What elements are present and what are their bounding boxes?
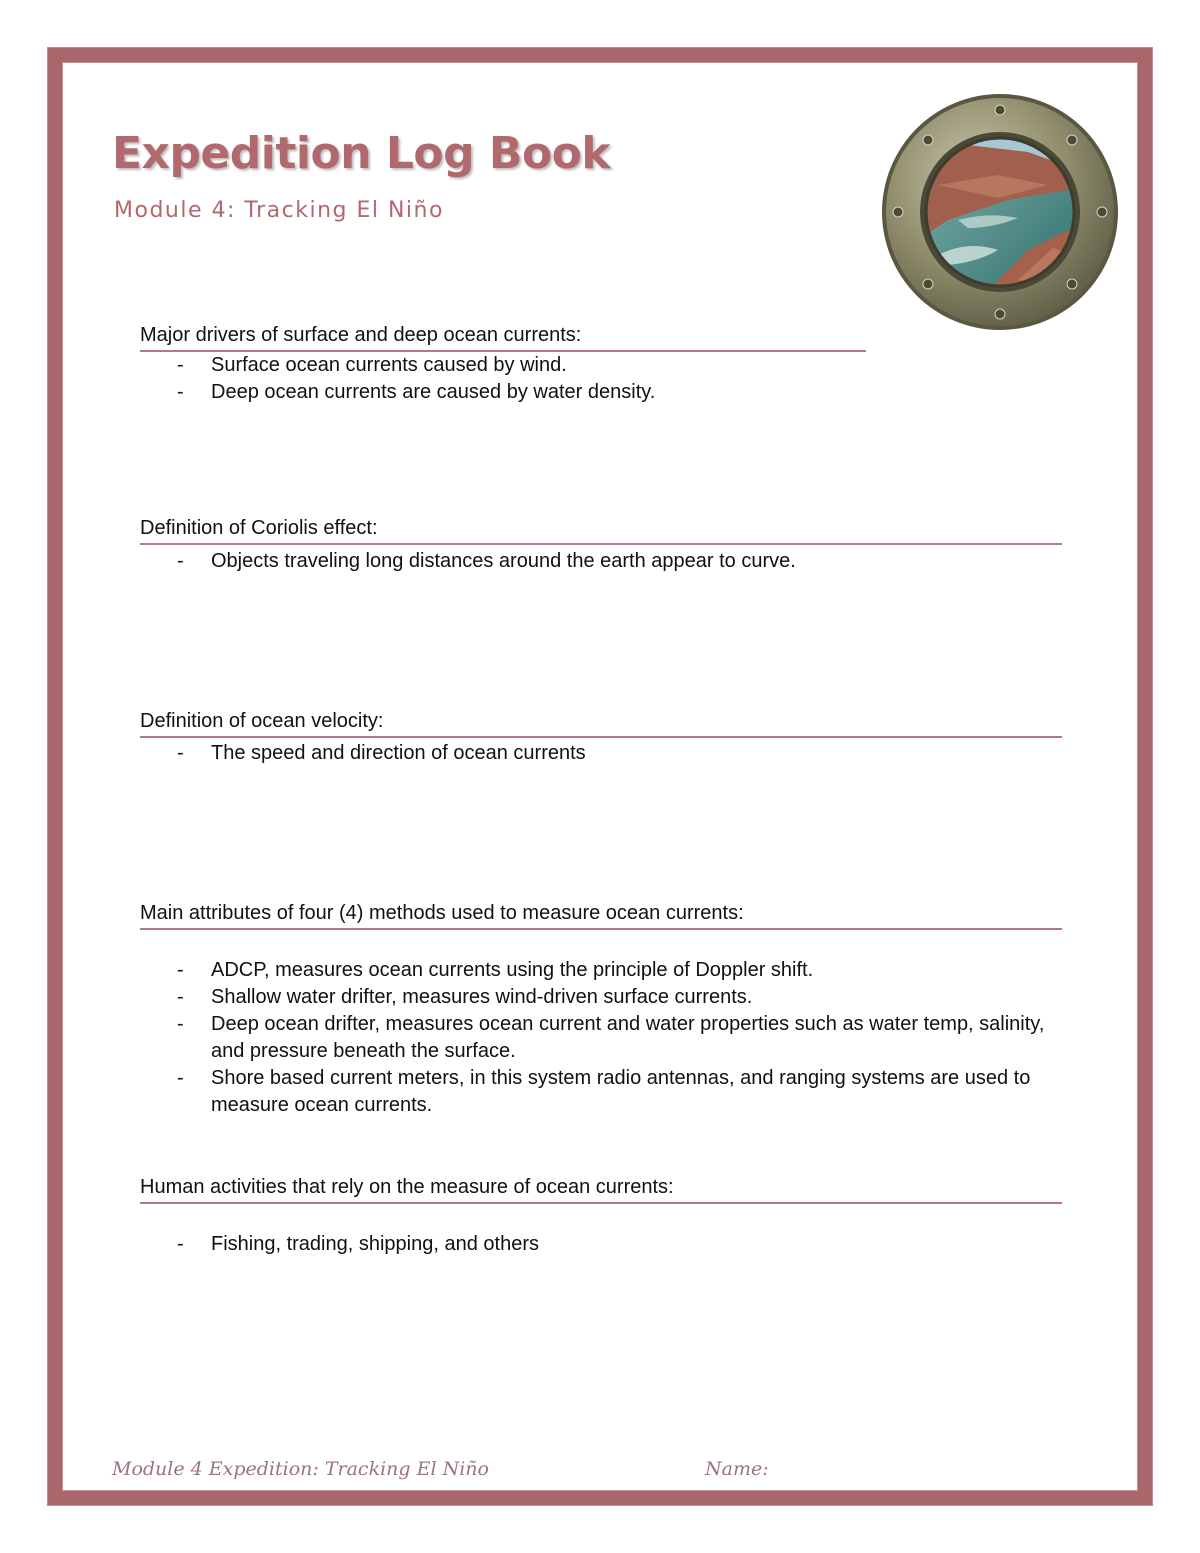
- page-subtitle: Module 4: Tracking El Niño: [114, 198, 444, 223]
- list-item: - Surface ocean currents caused by wind.: [140, 352, 866, 379]
- section-heading: Major drivers of surface and deep ocean currents:: [140, 322, 866, 352]
- bullet-list: [140, 1231, 1062, 1258]
- section-heading: Definition of ocean velocity:: [140, 708, 1062, 738]
- section-measurement-methods: [140, 900, 1062, 1119]
- list-item: - Deep ocean drifter, measures ocean current and water properties such as water temp, salinity, and pressure beneath the surface.: [140, 1011, 1062, 1065]
- section-ocean-velocity: [140, 708, 1062, 767]
- bullet-list: [140, 548, 1062, 575]
- footer-name-label: Name:: [705, 1458, 769, 1480]
- section-heading: Definition of Coriolis effect:: [140, 515, 1062, 545]
- bullet-list: [140, 740, 1062, 767]
- page-title: Expedition Log Book: [112, 128, 611, 179]
- section-ocean-current-drivers: [140, 322, 866, 406]
- list-item: - Shore based current meters, in this system radio antennas, and ranging systems are used to measure ocean currents.: [140, 1065, 1062, 1119]
- list-item: - Deep ocean currents are caused by water density.: [140, 379, 866, 406]
- list-item: - Shallow water drifter, measures wind-driven surface currents.: [140, 984, 1062, 1011]
- list-item: - The speed and direction of ocean currents: [140, 740, 1062, 767]
- bullet-list: [140, 352, 866, 406]
- list-item: - Objects traveling long distances around the earth appear to curve.: [140, 548, 1062, 575]
- bullet-list: [140, 957, 1062, 1119]
- footer-module-label: Module 4 Expedition: Tracking El Niño: [112, 1458, 489, 1480]
- section-heading: Main attributes of four (4) methods used to measure ocean currents:: [140, 900, 1062, 930]
- porthole-illustration: [878, 90, 1122, 334]
- list-item: - Fishing, trading, shipping, and others: [140, 1231, 1062, 1258]
- list-item: - ADCP, measures ocean currents using the principle of Doppler shift.: [140, 957, 1062, 984]
- section-coriolis-effect: [140, 515, 1062, 575]
- section-human-activities: [140, 1174, 1062, 1258]
- section-heading: Human activities that rely on the measure of ocean currents:: [140, 1174, 1062, 1204]
